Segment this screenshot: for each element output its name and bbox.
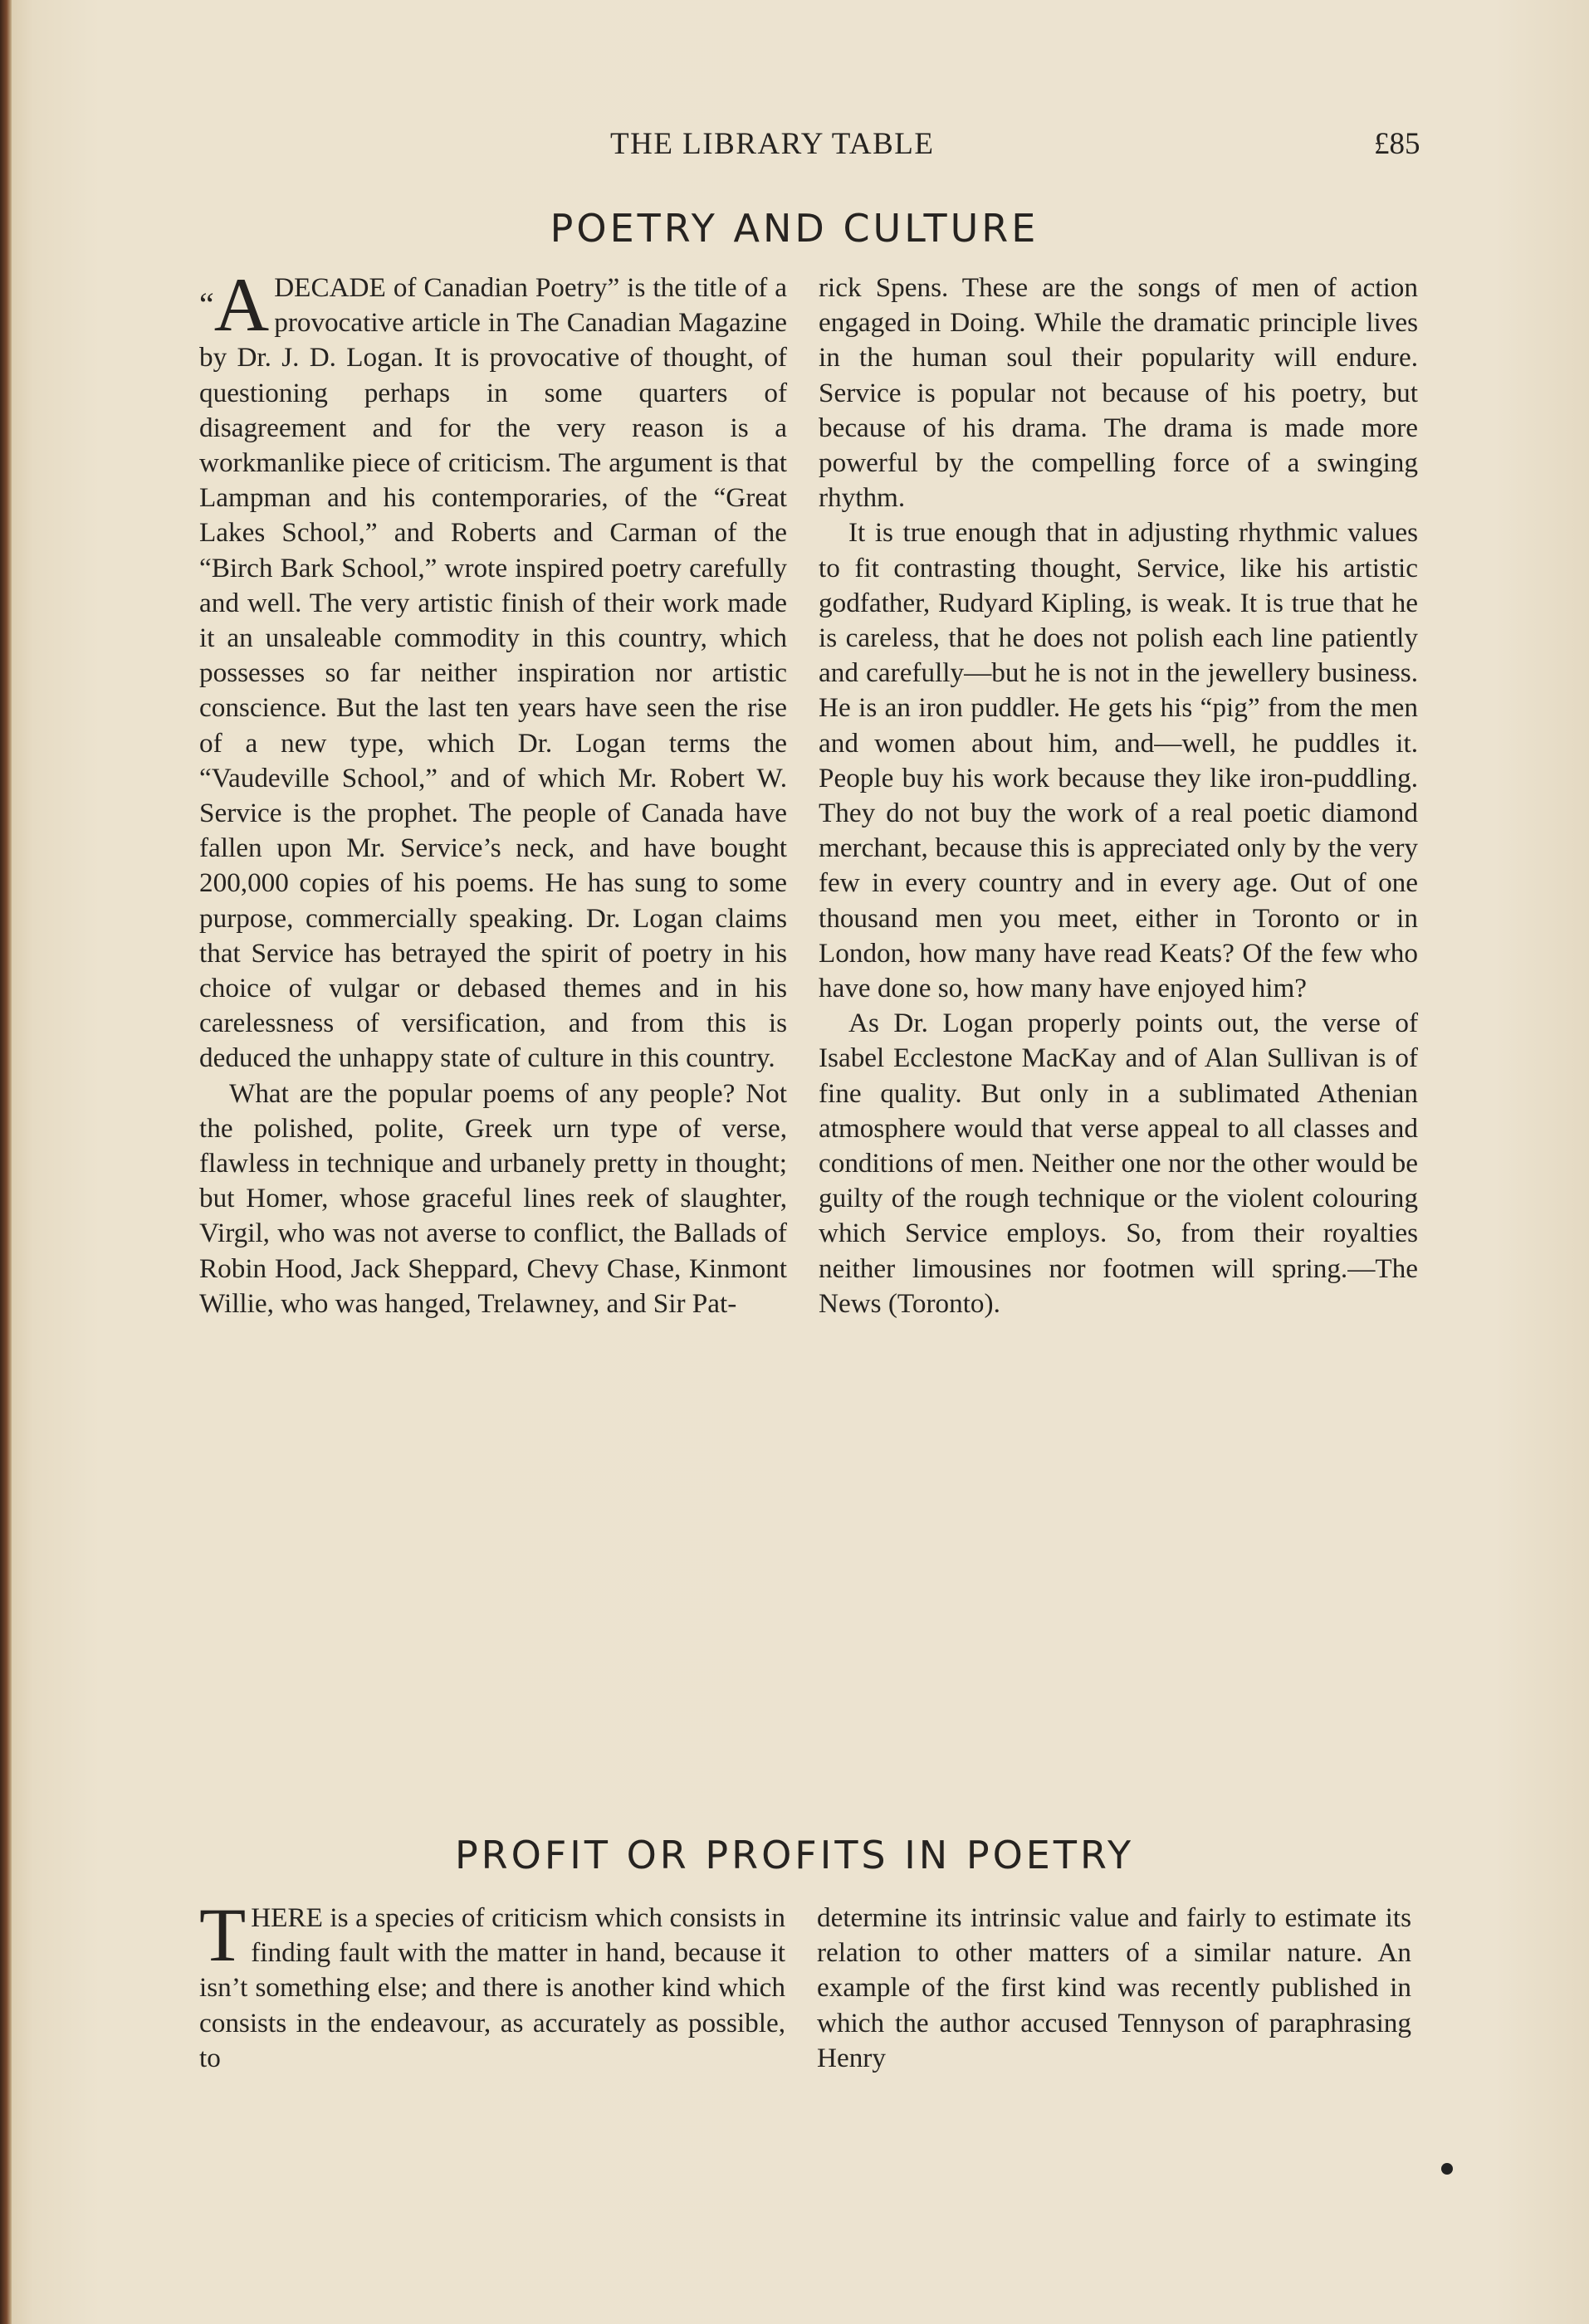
article2-left-column bbox=[199, 1892, 785, 2076]
article-title-poetry-and-culture: POETRY AND CULTURE bbox=[550, 206, 1039, 251]
article2-paragraph: determine its intrinsic value and fairly to estimate its relation to other matters of a similar nature. An example of the first kind was recently published in which the author accused Tennyson of paraphrasing Henry bbox=[817, 1902, 1411, 2073]
article-title-profit-or-profits: PROFIT OR PROFITS IN POETRY bbox=[454, 1833, 1135, 1877]
article1-left-column bbox=[199, 262, 787, 1321]
article2-paragraph: THERE is a species of criticism which consists in finding fault with the matter in hand, because it isn’t something else; and there is another kind which consists in the endeavour, as accurately as possible, to bbox=[199, 1892, 785, 2073]
article1-paragraph: “A DECADE of Canadian Poetry” is the title of a provocative article in The Canadian Magazine by Dr. J. D. Logan. It is provocative of thought, of questioning perhaps in some quarters of disagreement and for the very reason is a workmanlike piece of criticism. The argument is that Lampman and his contemporaries, of the “Great Lakes School,” and Roberts and Carman of the “Birch Bark School,” wrote inspired poetry carefully and well. The very artistic finish of their work made it an unsaleable commodity in this country, which possesses so far neither inspiration nor artistic conscience. But the last ten years have seen the rise of a new type, which Dr. Logan terms the “Vaudeville School,” and of which Mr. Robert W. Service is the prophet. The people of Canada have fallen upon Mr. Service’s neck, and have bought 200,000 copies of his poems. He has sung to some purpose, commercially speaking. Dr. Logan claims that Service has betrayed the spirit of poetry in his choice of vulgar or debased themes and in his carelessness of versification, and from this is deduced the unhappy state of culture in this country. bbox=[199, 262, 787, 1074]
article1-paragraph: It is true enough that in adjusting rhythmic values to fit contrasting thought, Service, like his artistic godfather, Rudyard Kipling, is weak. It is true that he is careless, that he does not polish each line patiently and carefully—but he is not in the jewellery business. He is an iron puddler. He gets his “pig” from the men and women about him, and—well, he puddles it. People buy his work because they like iron-puddling. They do not buy the work of a real poetic diamond merchant, because this is appreciated only by the very few in every country and in every age. Out of one thousand men you meet, either in Toronto or in London, how many have read Keats? Of the few who have done so, how many have enjoyed him? bbox=[819, 517, 1418, 1004]
ink-spot bbox=[1441, 2163, 1453, 2175]
article1-paragraph: What are the popular poems of any people? Not the polished, polite, Greek urn type of verse, flawless in technique and urbanely pretty in thought; but Homer, whose graceful lines reek of slaughter, Virgil, who was not averse to conflict, the Ballads of Robin Hood, Jack Sheppard, Chevy Chase, Kinmont Willie, who was hanged, Trelawney, and Sir Pat- bbox=[199, 1077, 787, 1319]
drop-cap: “A bbox=[199, 262, 270, 347]
article1-paragraph: As Dr. Logan properly points out, the verse of Isabel Ecclestone MacKay and of Alan Sullivan is of fine quality. But only in a sublimated Athenian atmosphere would that verse appeal to all classes and conditions of men. Neither one nor the other would be guilty of the rough technique or the violent colouring which Service employs. So, from their royalties neither limousines nor footmen will spring.—The News (Toronto). bbox=[819, 1008, 1418, 1319]
running-title: THE LIBRARY TABLE bbox=[610, 127, 935, 161]
article1-paragraph: rick Spens. These are the songs of men of action engaged in Doing. While the dramatic principle lives in the human soul their popularity will endure. Service is popular not because of his poetry, but because of his drama. The drama is made more powerful by the compelling force of a swinging rhythm. bbox=[819, 272, 1418, 514]
drop-cap: T bbox=[199, 1892, 247, 1977]
running-header bbox=[0, 126, 1589, 168]
article2-right-column bbox=[817, 1901, 1411, 2076]
page-number: £85 bbox=[1374, 127, 1420, 161]
book-binding-edge bbox=[0, 0, 12, 2324]
article1-right-column bbox=[819, 271, 1418, 1321]
